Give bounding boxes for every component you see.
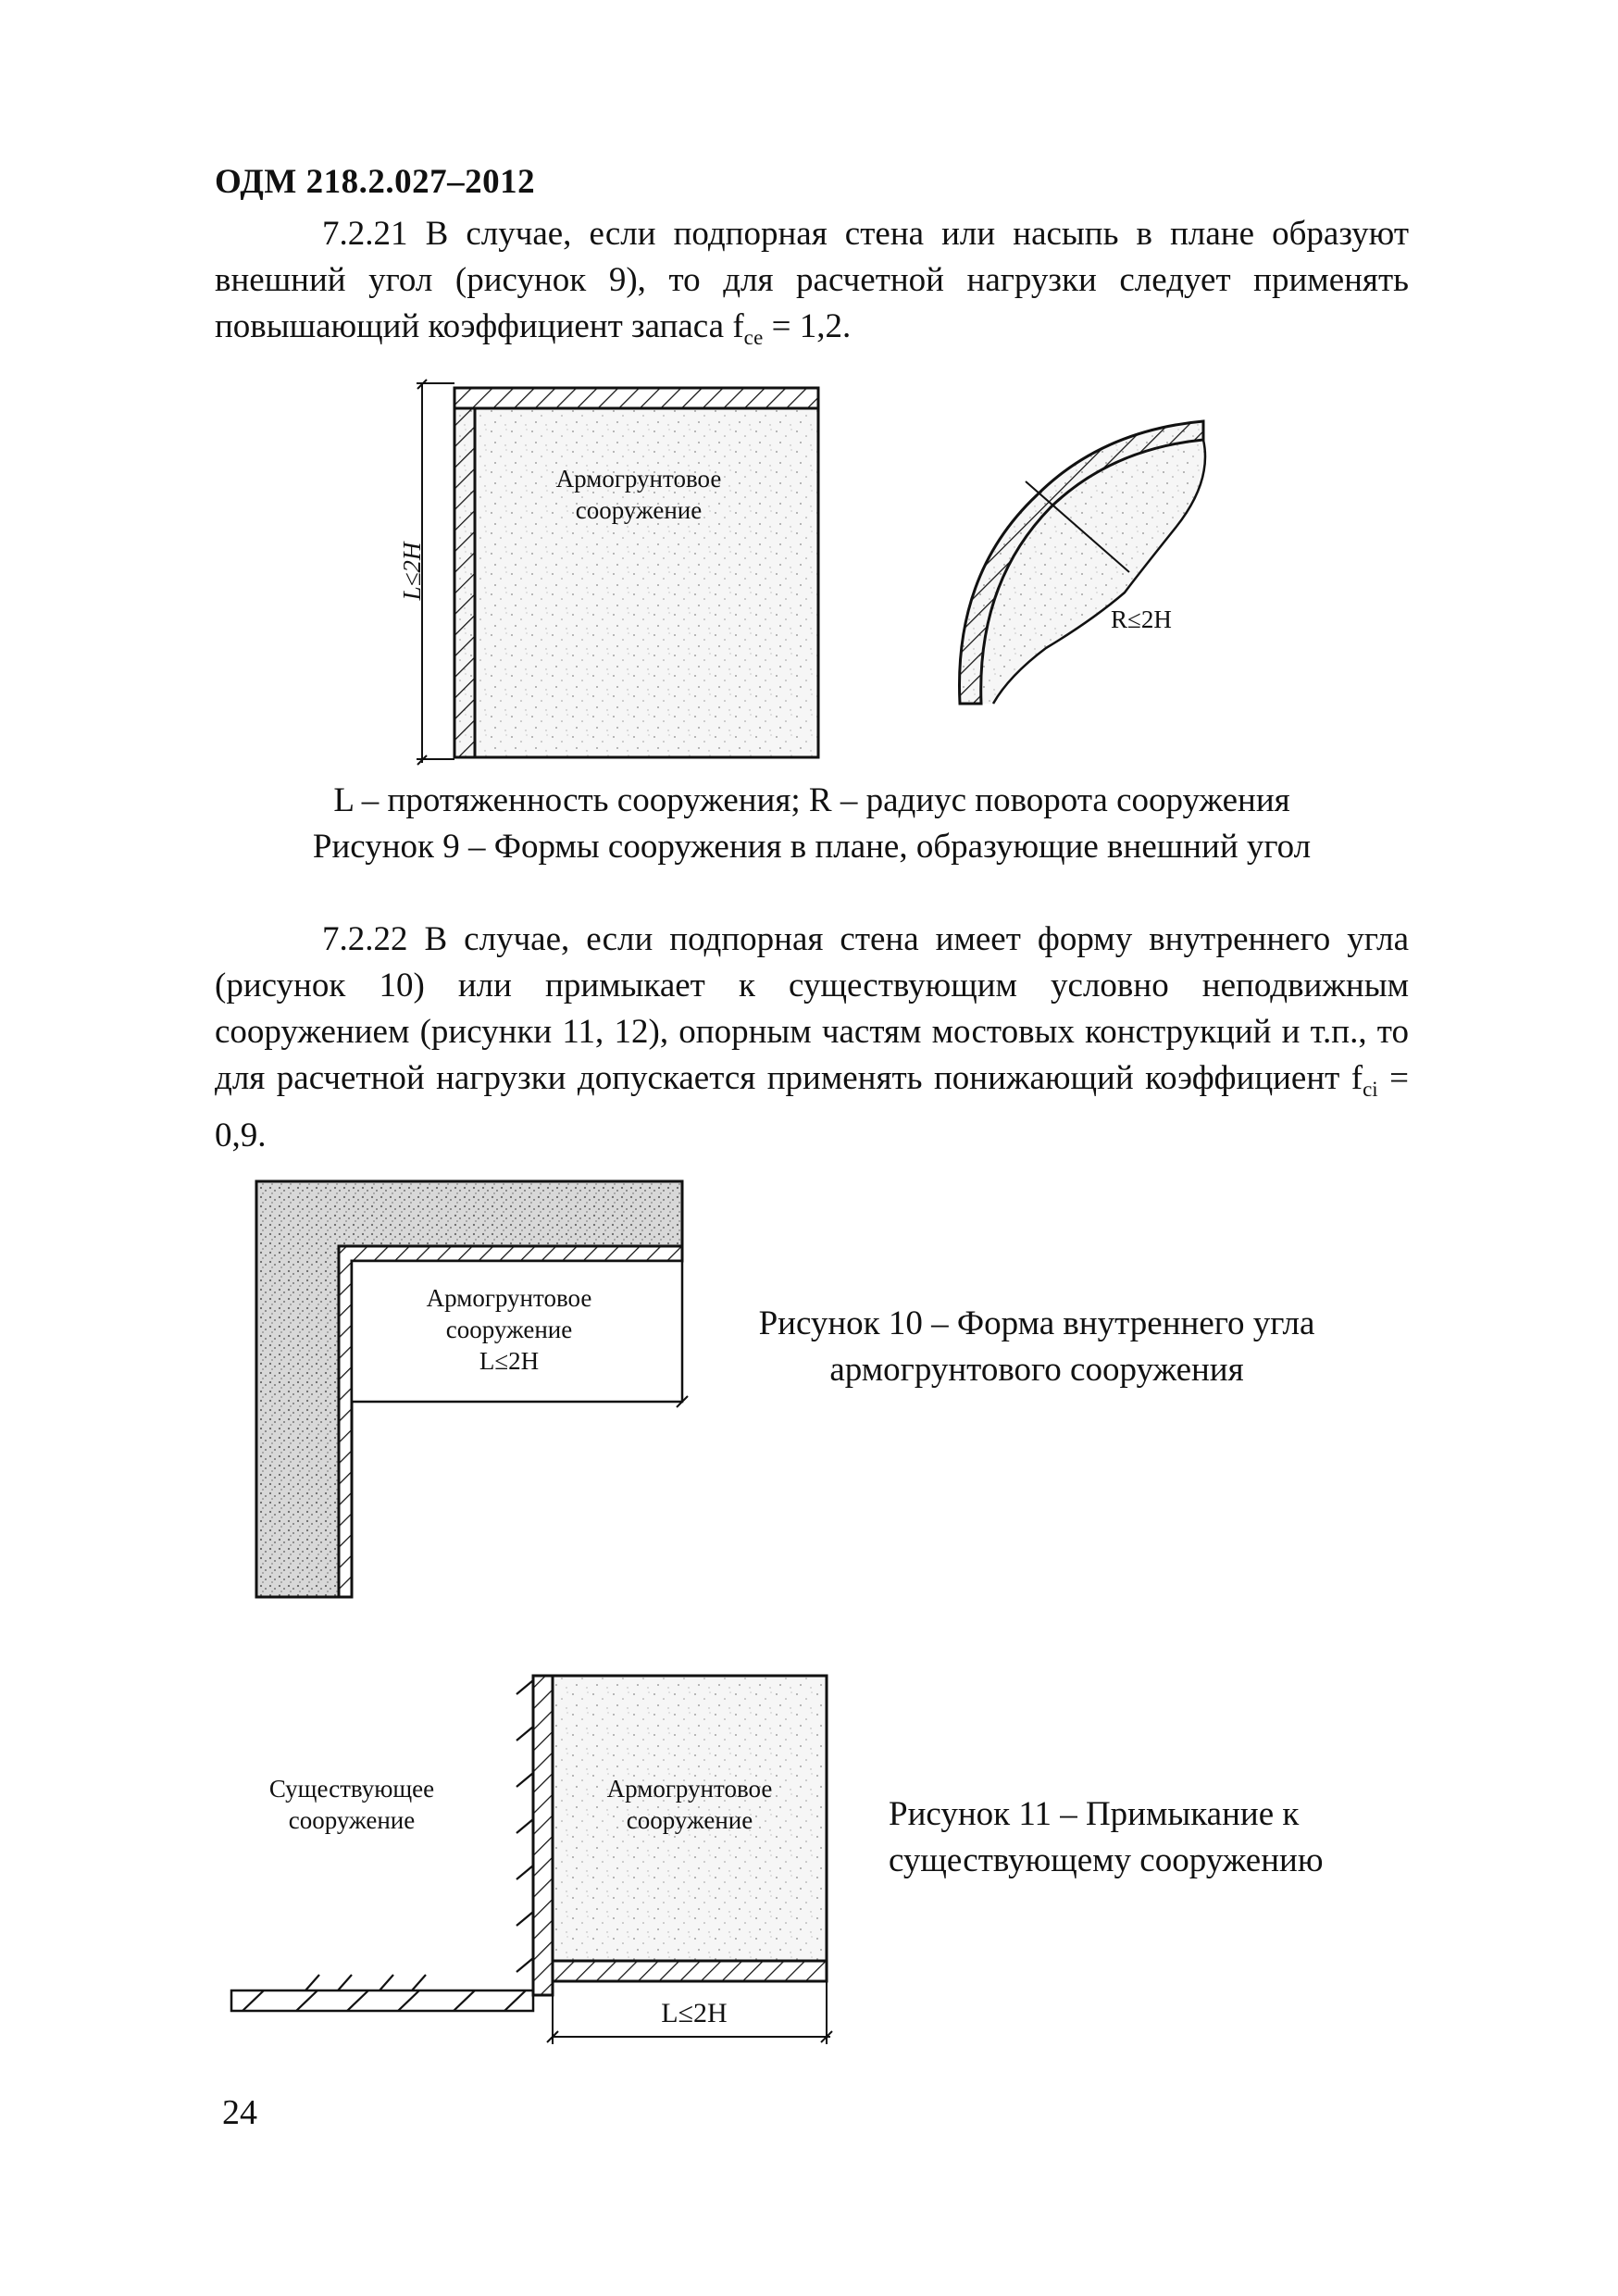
figure11-caption (889, 1791, 1407, 1884)
figure11-drawing (231, 1676, 832, 2044)
document-code: ОДМ 218.2.027–2012 (215, 163, 536, 201)
coefficient-subscript-ce: се (743, 326, 764, 349)
paragraph-7-2-21-text: 7.2.21 В случае, если подпорная стена или насыпь в плане образуют внешний угол (рисунок 9), то для расчетной нагрузки следует применять повышающий коэффициент запаса f (215, 215, 1409, 345)
figure9-structure-label-line2: сооружение (575, 496, 703, 524)
figure9-legend: L – протяженность сооружения; R – радиус поворота сооружения (333, 781, 1290, 819)
figure10-label-line2: сооружение (445, 1316, 573, 1343)
figure11-caption-line1: Рисунок 11 – Примыкание к (889, 1795, 1300, 1833)
paragraph-7-2-22-end: = 0,9. (215, 1059, 1409, 1154)
paragraph-7-2-22-text: 7.2.22 В случае, если подпорная стена имеет форму внутреннего угла (рисунок 10) или примыкает к существующим условно неподвижным сооружением (рисунки 11, 12), опорным частям мостовых конструкций и т.п., то для расчетной нагрузки допускается применять понижающий коэффициент f (215, 920, 1409, 1097)
figure11-caption-line2: существующему сооружению (889, 1841, 1324, 1879)
figure10-caption-line2: армогрунтового сооружения (829, 1351, 1244, 1389)
figure10-length-label: L≤2H (479, 1347, 540, 1375)
figure9-caption: Рисунок 9 – Формы сооружения в плане, образующие внешний угол (312, 828, 1312, 866)
figure10-structure-label (370, 1282, 648, 1377)
figure11-length-label: L≤2H (661, 1998, 728, 2028)
figure11-label-line1: Армогрунтовое (606, 1775, 773, 1803)
figure9-length-label: L≤2H (398, 542, 426, 601)
figure9-rect-structure (417, 380, 818, 765)
paragraph-7-2-22 (215, 917, 1409, 1159)
figure10-label-line1: Армогрунтовое (426, 1284, 592, 1312)
figure9-curved-structure (959, 421, 1205, 704)
figure11-existing-label (236, 1773, 467, 1836)
figure9-radius-label: R≤2H (1111, 605, 1172, 633)
figure9-structure-label-line1: Армогрунтовое (555, 465, 722, 493)
figure11-label-line2: сооружение (626, 1806, 753, 1834)
figure10-caption (713, 1301, 1361, 1393)
figure9-structure-label (500, 463, 778, 526)
paragraph-7-2-21-end: = 1,2. (763, 307, 852, 345)
figure10-caption-line1: Рисунок 10 – Форма внутреннего угла (758, 1304, 1315, 1342)
figure11-existing-line2: сооружение (288, 1806, 416, 1834)
page-number: 24 (222, 2093, 257, 2132)
paragraph-7-2-21 (215, 211, 1409, 361)
figure11-existing-line1: Существующее (268, 1775, 435, 1803)
figure11-structure-label (555, 1773, 824, 1836)
coefficient-subscript-ci: ci (1363, 1078, 1378, 1101)
figure10-drawing (256, 1181, 688, 1597)
